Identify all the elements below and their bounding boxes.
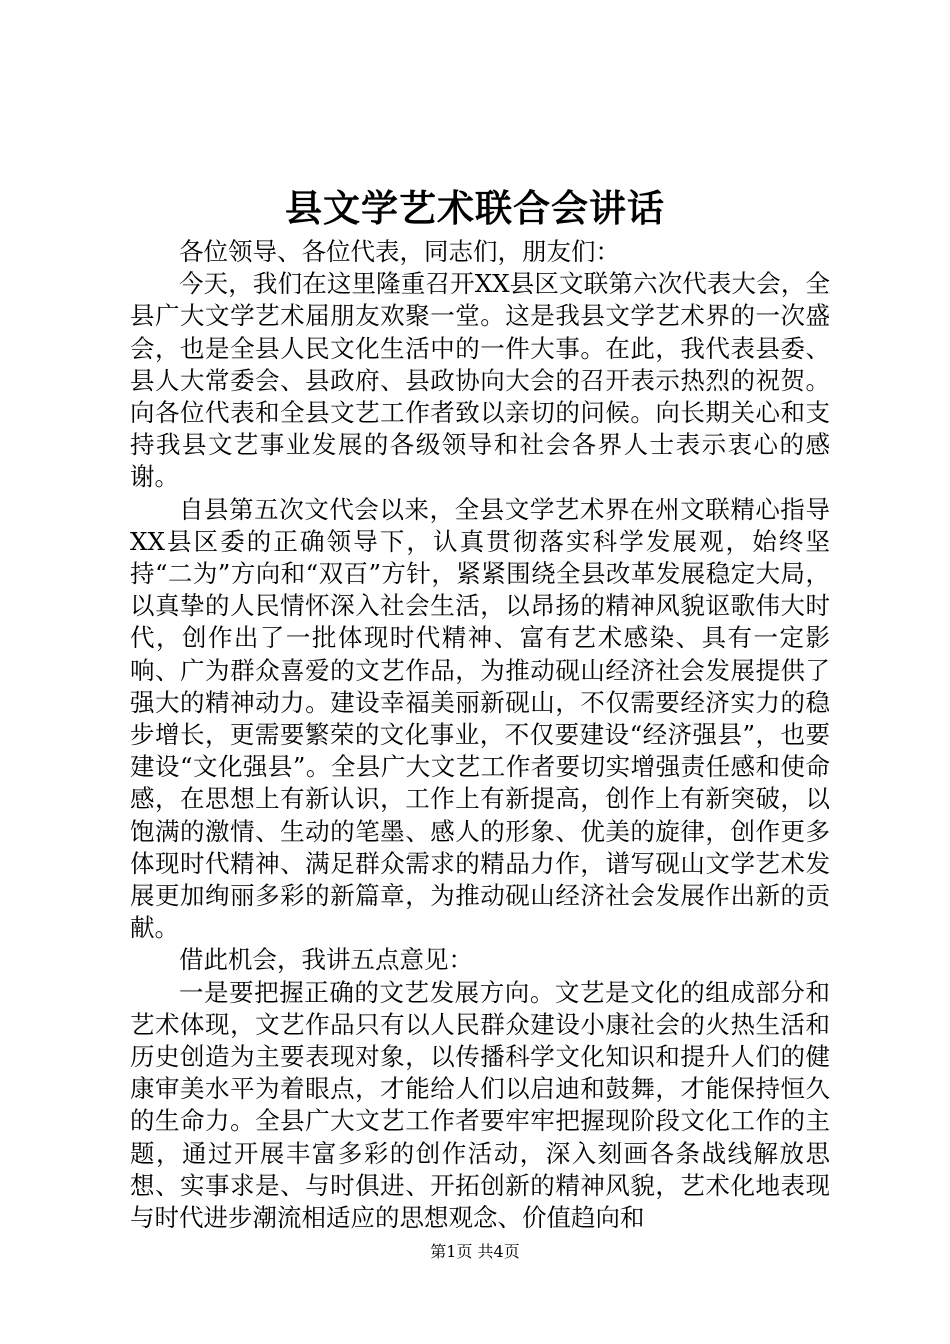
page-footer: 第1页 共4页 <box>430 1242 520 1261</box>
document-body <box>130 236 830 1234</box>
body-paragraph: 借此机会，我讲五点意见： <box>179 945 473 975</box>
body-paragraph: 自县第五次文代会以来，全县文学艺术界在州文联精心指导XX县区委的正确领导下，认真贯彻落实科学发展观，始终坚持“二为”方向和“双百”方针，紧紧围绕全县改革发展稳定大局，以真挚的人民情怀深入社会生活，以昂扬的精神风貌讴歌伟大时代，创作出了一批体现时代精神、富有艺术感染、具有一定影响、广为群众喜爱的文艺作品，为推动砚山经济社会发展提供了强大的精神动力。建设幸福美丽新砚山，不仅需要经济实力的稳步增长，更需要繁荣的文化事业，不仅要建设“经济强县”，也要建设“文化强县”。全县广大文艺工作者要切实增强责任感和使命感，在思想上有新认识，工作上有新提高，创作上有新突破，以饱满的激情、生动的笔墨、感人的形象、优美的旋律，创作更多体现时代精神、满足群众需求的精品力作，谱写砚山文学艺术发展更加绚丽多彩的新篇章，为推动砚山经济社会发展作出新的贡献。 <box>130 494 830 943</box>
body-paragraph: 一是要把握正确的文艺发展方向。文艺是文化的组成部分和艺术体现，文艺作品只有以人民群众建设小康社会的火热生活和历史创造为主要表现对象，以传播科学文化知识和提升人们的健康审美水平为着眼点，才能给人们以启迪和鼓舞，才能保持恒久的生命力。全县广大文艺工作者要牢牢把握现阶段文化工作的主题，通过开展丰富多彩的创作活动，深入刻画各条战线解放思想、实事求是、与时俱进、开拓创新的精神风貌，艺术化地表现与时代进步潮流相适应的思想观念、价值趋向和 <box>130 977 830 1233</box>
body-paragraph: 今天，我们在这里隆重召开XX县区文联第六次代表大会，全县广大文学艺术届朋友欢聚一堂。这是我县文学艺术界的一次盛会，也是全县人民文化生活中的一件大事。在此，我代表县委、县人大常委会、县政府、县政协向大会的召开表示热烈的祝贺。向各位代表和全县文艺工作者致以亲切的问候。向长期关心和支持我县文艺事业发展的各级领导和社会各界人士表示衷心的感谢。 <box>130 269 830 492</box>
document-title: 县文学艺术联合会讲话 <box>285 186 665 230</box>
salutation-paragraph: 各位领导、各位代表，同志们，朋友们： <box>179 237 620 266</box>
